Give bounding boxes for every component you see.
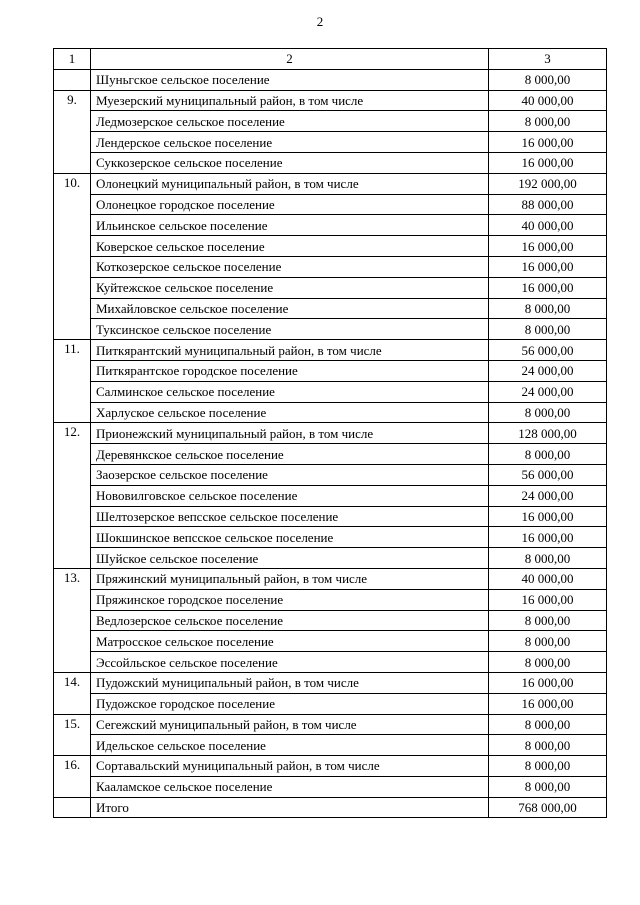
row-amount: 24 000,00 [489, 381, 607, 402]
row-amount: 768 000,00 [489, 797, 607, 818]
table-row [54, 256, 607, 277]
row-number [54, 298, 91, 319]
row-amount: 8 000,00 [489, 714, 607, 735]
table-row [54, 506, 607, 527]
row-name: Туксинское сельское поселение [91, 319, 489, 340]
header-col-2: 2 [91, 49, 489, 70]
row-number [54, 381, 91, 402]
row-amount: 8 000,00 [489, 548, 607, 569]
row-number: 9. [54, 90, 91, 111]
row-amount: 8 000,00 [489, 69, 607, 90]
page-number: 2 [316, 14, 324, 29]
row-amount: 16 000,00 [489, 672, 607, 693]
table-row [54, 319, 607, 340]
row-amount: 16 000,00 [489, 236, 607, 257]
row-number: 11. [54, 340, 91, 361]
table-row [54, 568, 607, 589]
table-row [54, 360, 607, 381]
row-number [54, 735, 91, 756]
row-number [54, 548, 91, 569]
row-number [54, 506, 91, 527]
allocation-table [53, 48, 607, 818]
row-name: Коткозерское сельское поселение [91, 256, 489, 277]
row-amount: 8 000,00 [489, 652, 607, 673]
table-row [54, 631, 607, 652]
row-number [54, 319, 91, 340]
row-amount: 16 000,00 [489, 693, 607, 714]
row-amount: 8 000,00 [489, 319, 607, 340]
row-number [54, 485, 91, 506]
row-amount: 40 000,00 [489, 90, 607, 111]
table-row [54, 735, 607, 756]
row-name: Салминское сельское поселение [91, 381, 489, 402]
row-number [54, 194, 91, 215]
row-amount: 128 000,00 [489, 423, 607, 444]
row-name: Шокшинское вепсское сельское поселение [91, 527, 489, 548]
row-number: 16. [54, 756, 91, 777]
row-name: Прионежский муниципальный район, в том числе [91, 423, 489, 444]
table-row [54, 236, 607, 257]
row-number [54, 444, 91, 465]
row-number [54, 610, 91, 631]
table-row [54, 652, 607, 673]
table-row [54, 215, 607, 236]
row-amount: 16 000,00 [489, 152, 607, 173]
row-amount: 16 000,00 [489, 506, 607, 527]
row-amount: 8 000,00 [489, 756, 607, 777]
row-amount: 88 000,00 [489, 194, 607, 215]
table-row [54, 485, 607, 506]
row-amount: 8 000,00 [489, 444, 607, 465]
row-amount: 56 000,00 [489, 340, 607, 361]
row-name: Заозерское сельское поселение [91, 464, 489, 485]
table-row [54, 776, 607, 797]
header-col-1: 1 [54, 49, 91, 70]
row-name: Деревянкское сельское поселение [91, 444, 489, 465]
row-number [54, 776, 91, 797]
row-amount: 40 000,00 [489, 215, 607, 236]
table-row [54, 90, 607, 111]
row-name: Куйтежское сельское поселение [91, 277, 489, 298]
row-number [54, 360, 91, 381]
row-amount: 8 000,00 [489, 402, 607, 423]
row-amount: 16 000,00 [489, 527, 607, 548]
row-name: Кааламское сельское поселение [91, 776, 489, 797]
row-name: Пряжинское городское поселение [91, 589, 489, 610]
table-row [54, 527, 607, 548]
table-row [54, 672, 607, 693]
row-number [54, 132, 91, 153]
row-amount: 8 000,00 [489, 298, 607, 319]
row-name: Харлуское сельское поселение [91, 402, 489, 423]
row-amount: 8 000,00 [489, 776, 607, 797]
row-name: Олонецкий муниципальный район, в том числе [91, 173, 489, 194]
row-number: 10. [54, 173, 91, 194]
table-row [54, 194, 607, 215]
row-name: Питкярантский муниципальный район, в том числе [91, 340, 489, 361]
table-row [54, 423, 607, 444]
row-name: Ильинское сельское поселение [91, 215, 489, 236]
table-row [54, 152, 607, 173]
row-name: Шуньгское сельское поселение [91, 69, 489, 90]
row-number [54, 797, 91, 818]
row-number [54, 464, 91, 485]
table-row [54, 610, 607, 631]
table-row [54, 797, 607, 818]
table-row [54, 277, 607, 298]
table-row [54, 714, 607, 735]
row-name: Коверское сельское поселение [91, 236, 489, 257]
row-name: Ледмозерское сельское поселение [91, 111, 489, 132]
row-number [54, 652, 91, 673]
row-amount: 24 000,00 [489, 485, 607, 506]
row-number: 15. [54, 714, 91, 735]
row-name: Михайловское сельское поселение [91, 298, 489, 319]
header-row [54, 49, 607, 70]
row-amount: 16 000,00 [489, 256, 607, 277]
table-row [54, 693, 607, 714]
table-row [54, 69, 607, 90]
row-amount: 8 000,00 [489, 631, 607, 652]
table-row [54, 132, 607, 153]
row-name: Идельское сельское поселение [91, 735, 489, 756]
row-number [54, 527, 91, 548]
row-name: Пудожский муниципальный район, в том числе [91, 672, 489, 693]
table-row [54, 381, 607, 402]
table-row [54, 464, 607, 485]
row-amount: 192 000,00 [489, 173, 607, 194]
table-row [54, 298, 607, 319]
row-name: Лендерское сельское поселение [91, 132, 489, 153]
row-amount: 16 000,00 [489, 132, 607, 153]
row-amount: 8 000,00 [489, 610, 607, 631]
table-row [54, 589, 607, 610]
row-name: Питкярантское городское поселение [91, 360, 489, 381]
row-number [54, 631, 91, 652]
row-name: Суккозерское сельское поселение [91, 152, 489, 173]
row-number [54, 256, 91, 277]
row-number [54, 277, 91, 298]
row-number: 12. [54, 423, 91, 444]
table-row [54, 173, 607, 194]
row-number: 13. [54, 568, 91, 589]
row-name: Пряжинский муниципальный район, в том числе [91, 568, 489, 589]
table-row [54, 340, 607, 361]
table-row [54, 444, 607, 465]
table-body [54, 69, 607, 818]
row-amount: 8 000,00 [489, 111, 607, 132]
row-amount: 40 000,00 [489, 568, 607, 589]
row-name: Муезерский муниципальный район, в том числе [91, 90, 489, 111]
row-name: Пудожское городское поселение [91, 693, 489, 714]
row-amount: 56 000,00 [489, 464, 607, 485]
row-number [54, 152, 91, 173]
table-row [54, 111, 607, 132]
row-number [54, 69, 91, 90]
row-name: Шуйское сельское поселение [91, 548, 489, 569]
row-number [54, 589, 91, 610]
row-number [54, 111, 91, 132]
row-number [54, 215, 91, 236]
row-name: Сегежский муниципальный район, в том числе [91, 714, 489, 735]
row-name: Итого [91, 797, 489, 818]
row-name: Нововилговское сельское поселение [91, 485, 489, 506]
table-row [54, 548, 607, 569]
table-row [54, 756, 607, 777]
table-row [54, 402, 607, 423]
row-name: Шелтозерское вепсское сельское поселение [91, 506, 489, 527]
row-name: Сортавальский муниципальный район, в том числе [91, 756, 489, 777]
row-name: Олонецкое городское поселение [91, 194, 489, 215]
row-number [54, 402, 91, 423]
row-number [54, 693, 91, 714]
row-number [54, 236, 91, 257]
row-name: Эссойльское сельское поселение [91, 652, 489, 673]
row-name: Ведлозерское сельское поселение [91, 610, 489, 631]
row-name: Матросское сельское поселение [91, 631, 489, 652]
row-amount: 8 000,00 [489, 735, 607, 756]
row-amount: 24 000,00 [489, 360, 607, 381]
header-col-3: 3 [489, 49, 607, 70]
row-amount: 16 000,00 [489, 589, 607, 610]
row-number: 14. [54, 672, 91, 693]
row-amount: 16 000,00 [489, 277, 607, 298]
